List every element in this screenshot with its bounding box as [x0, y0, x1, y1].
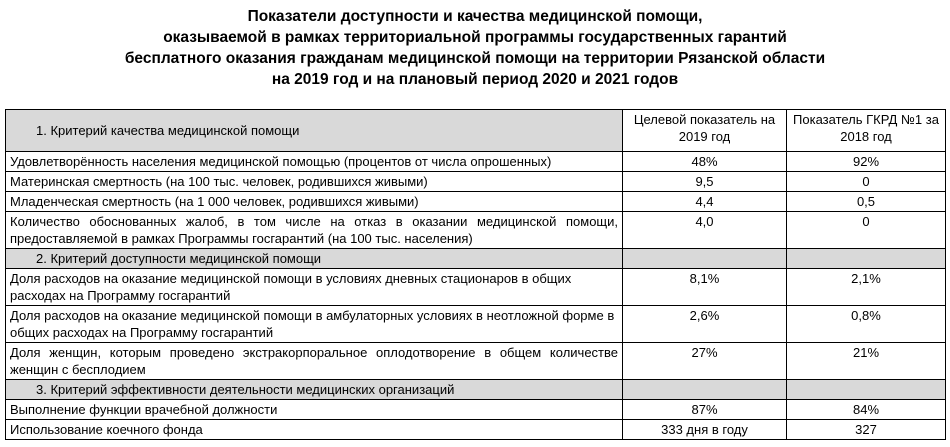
- row-label: Доля расходов на оказание медицинской помощи в условиях дневных стационаров в общих расходах на Программу госгарантий: [6, 269, 623, 306]
- section-row: [6, 249, 946, 269]
- target-value: 333 дня в году: [623, 420, 787, 440]
- section-heading-efficiency: 3. Критерий эффективности деятельности медицинских организаций: [6, 380, 623, 400]
- title-line: бесплатного оказания гражданам медицинской помощи на территории Рязанской области: [124, 50, 826, 67]
- actual-value: 0,5: [787, 192, 946, 212]
- target-value: 9,5: [623, 172, 787, 192]
- actual-value: 0: [787, 172, 946, 192]
- target-value: 8,1%: [623, 269, 787, 306]
- actual-value: 84%: [787, 400, 946, 420]
- actual-value: 327: [787, 420, 946, 440]
- row-label: Материнская смертность (на 100 тыс. человек, родившихся живыми): [6, 172, 623, 192]
- target-value: 48%: [623, 152, 787, 172]
- actual-value: 2,1%: [787, 269, 946, 306]
- indicators-table: [5, 109, 946, 440]
- section-row: [6, 380, 946, 400]
- actual-value: 0,8%: [787, 306, 946, 343]
- row-label: Доля расходов на оказание медицинской помощи в амбулаторных условиях в неотложной форме в общих расходах на Программу госгарантий: [6, 306, 623, 343]
- target-value: 87%: [623, 400, 787, 420]
- row-label: Удовлетворённость населения медицинской помощью (процентов от числа опрошенных): [6, 152, 623, 172]
- table-header-row: [6, 110, 946, 152]
- document-title: [0, 6, 950, 90]
- actual-value: 21%: [787, 343, 946, 380]
- table-row: [6, 306, 946, 343]
- column-header-target: Целевой показатель на 2019 год: [623, 110, 787, 152]
- table-row: [6, 269, 946, 306]
- actual-value: 0: [787, 212, 946, 249]
- table-row: [6, 152, 946, 172]
- table-row: [6, 400, 946, 420]
- table-row: [6, 212, 946, 249]
- section-heading-accessibility: 2. Критерий доступности медицинской помощи: [6, 249, 623, 269]
- table-row: [6, 420, 946, 440]
- section-heading-quality: 1. Критерий качества медицинской помощи: [6, 110, 623, 152]
- target-value: 4,0: [623, 212, 787, 249]
- title-line: оказываемой в рамках территориальной программы государственных гарантий: [163, 29, 787, 46]
- target-value: 2,6%: [623, 306, 787, 343]
- column-header-actual: Показатель ГКРД №1 за 2018 год: [787, 110, 946, 152]
- title-line: Показатели доступности и качества медицинской помощи,: [247, 8, 703, 25]
- row-label: Выполнение функции врачебной должности: [6, 400, 623, 420]
- target-value: 4,4: [623, 192, 787, 212]
- row-label: Младенческая смертность (на 1 000 человек, родившихся живыми): [6, 192, 623, 212]
- table-row: [6, 192, 946, 212]
- target-value: 27%: [623, 343, 787, 380]
- row-label: Доля женщин, которым проведено экстракорпоральное оплодотворение в общем количестве женщин с бесплодием: [6, 343, 623, 380]
- table-row: [6, 343, 946, 380]
- actual-value: 92%: [787, 152, 946, 172]
- row-label: Использование коечного фонда: [6, 420, 623, 440]
- title-line: на 2019 год и на плановый период 2020 и 2021 годов: [271, 71, 679, 88]
- row-label: Количество обоснованных жалоб, в том числе на отказ в оказании медицинской помощи, предоставляемой в рамках Программы госгарантий (на 100 тыс. населения): [6, 212, 623, 249]
- table-row: [6, 172, 946, 192]
